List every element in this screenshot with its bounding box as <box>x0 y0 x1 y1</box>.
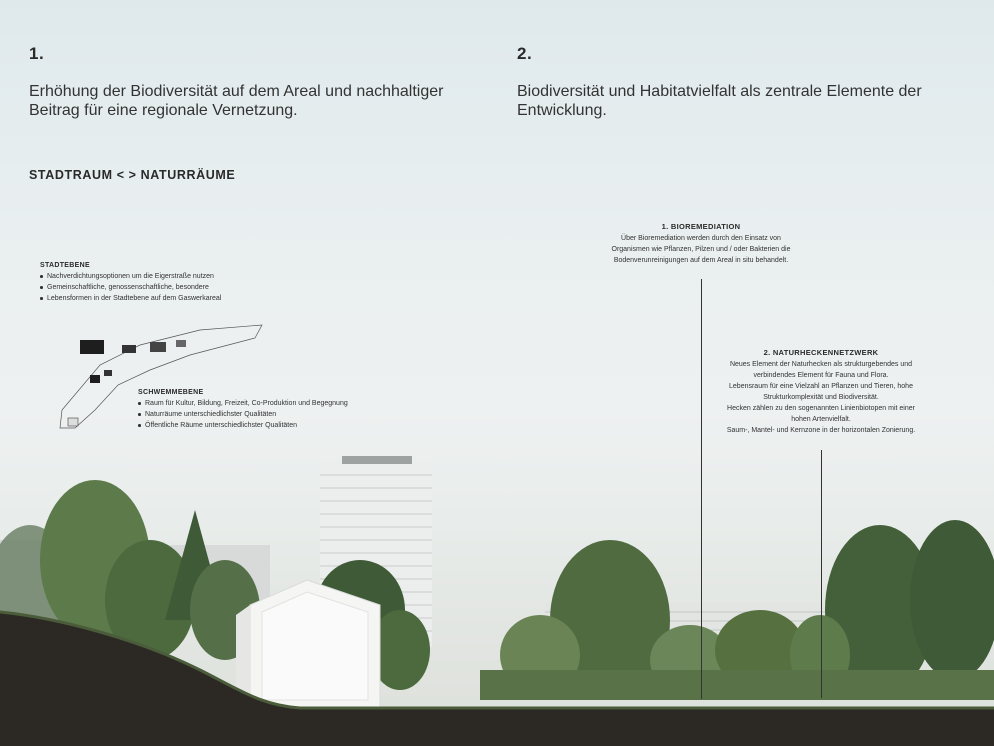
naturhecken-leader-line <box>821 450 822 698</box>
list-item: Gemeinschaftliche, genossenschaftliche, besondere <box>40 282 300 293</box>
column-2-number: 2. <box>517 44 533 63</box>
text-line: verbindendes Element für Fauna und Flora. <box>753 372 889 379</box>
naturhecken-block <box>700 348 942 436</box>
list-item: Nachverdichtungsoptionen um die Eigerstraße nutzen <box>40 271 300 282</box>
list-item: Öffentliche Räume unterschiedlichster Qualitäten <box>138 420 398 431</box>
schwemmebene-list <box>138 398 398 431</box>
column-1-number: 1. <box>29 44 45 63</box>
stadtebene-block <box>40 262 300 304</box>
text-line: Hecken zählen zu den sogenannten Linienbiotopen mit einer <box>727 405 915 412</box>
naturhecken-title: 2. NATURHECKENNETZWERK <box>763 348 879 357</box>
bioremediation-block <box>585 222 817 266</box>
text-line: Neues Element der Naturhecken als strukturgebendes und <box>729 361 913 368</box>
text-line: Über Bioremediation werden durch den Einsatz von <box>621 235 781 242</box>
text-line: Lebensraum für eine Vielzahl an Pflanzen und Tieren, hohe <box>729 383 913 390</box>
section-title: STADTRAUM < > NATURRÄUME <box>29 168 236 182</box>
text-line: Saum-, Mantel- und Kernzone in der horizontalen Zonierung. <box>726 427 916 434</box>
bioremediation-leader-line <box>701 279 702 699</box>
schwemmebene-title: SCHWEMMEBENE <box>138 389 204 396</box>
list-item: Raum für Kultur, Bildung, Freizeit, Co-Produktion und Begegnung <box>138 398 398 409</box>
stadtebene-title: STADTEBENE <box>40 262 90 269</box>
text-line: hohen Artenvielfalt. <box>791 416 851 423</box>
naturhecken-text <box>700 359 942 436</box>
bioremediation-text <box>585 233 817 266</box>
list-item: Naturräume unterschiedlichster Qualitäten <box>138 409 398 420</box>
schwemmebene-block <box>138 389 398 431</box>
bioremediation-title: 1. BIOREMEDIATION <box>661 222 741 231</box>
column-1-text: Erhöhung der Biodiversität auf dem Areal und nachhaltiger Beitrag für eine regionale Vernetzung. <box>29 83 444 119</box>
text-line: Strukturkomplexität und Biodiversität. <box>763 394 879 401</box>
list-item: Lebensformen in der Stadtebene auf dem Gaswerkareal <box>40 293 300 304</box>
text-line: Organismen wie Pflanzen, Pilzen und / oder Bakterien die <box>611 246 791 253</box>
stadtebene-list <box>40 271 300 304</box>
text-line: Bodenverunreinigungen auf dem Areal in situ behandelt. <box>613 257 789 264</box>
column-2-text: Biodiversität und Habitatvielfalt als zentrale Elemente der Entwicklung. <box>517 83 922 119</box>
